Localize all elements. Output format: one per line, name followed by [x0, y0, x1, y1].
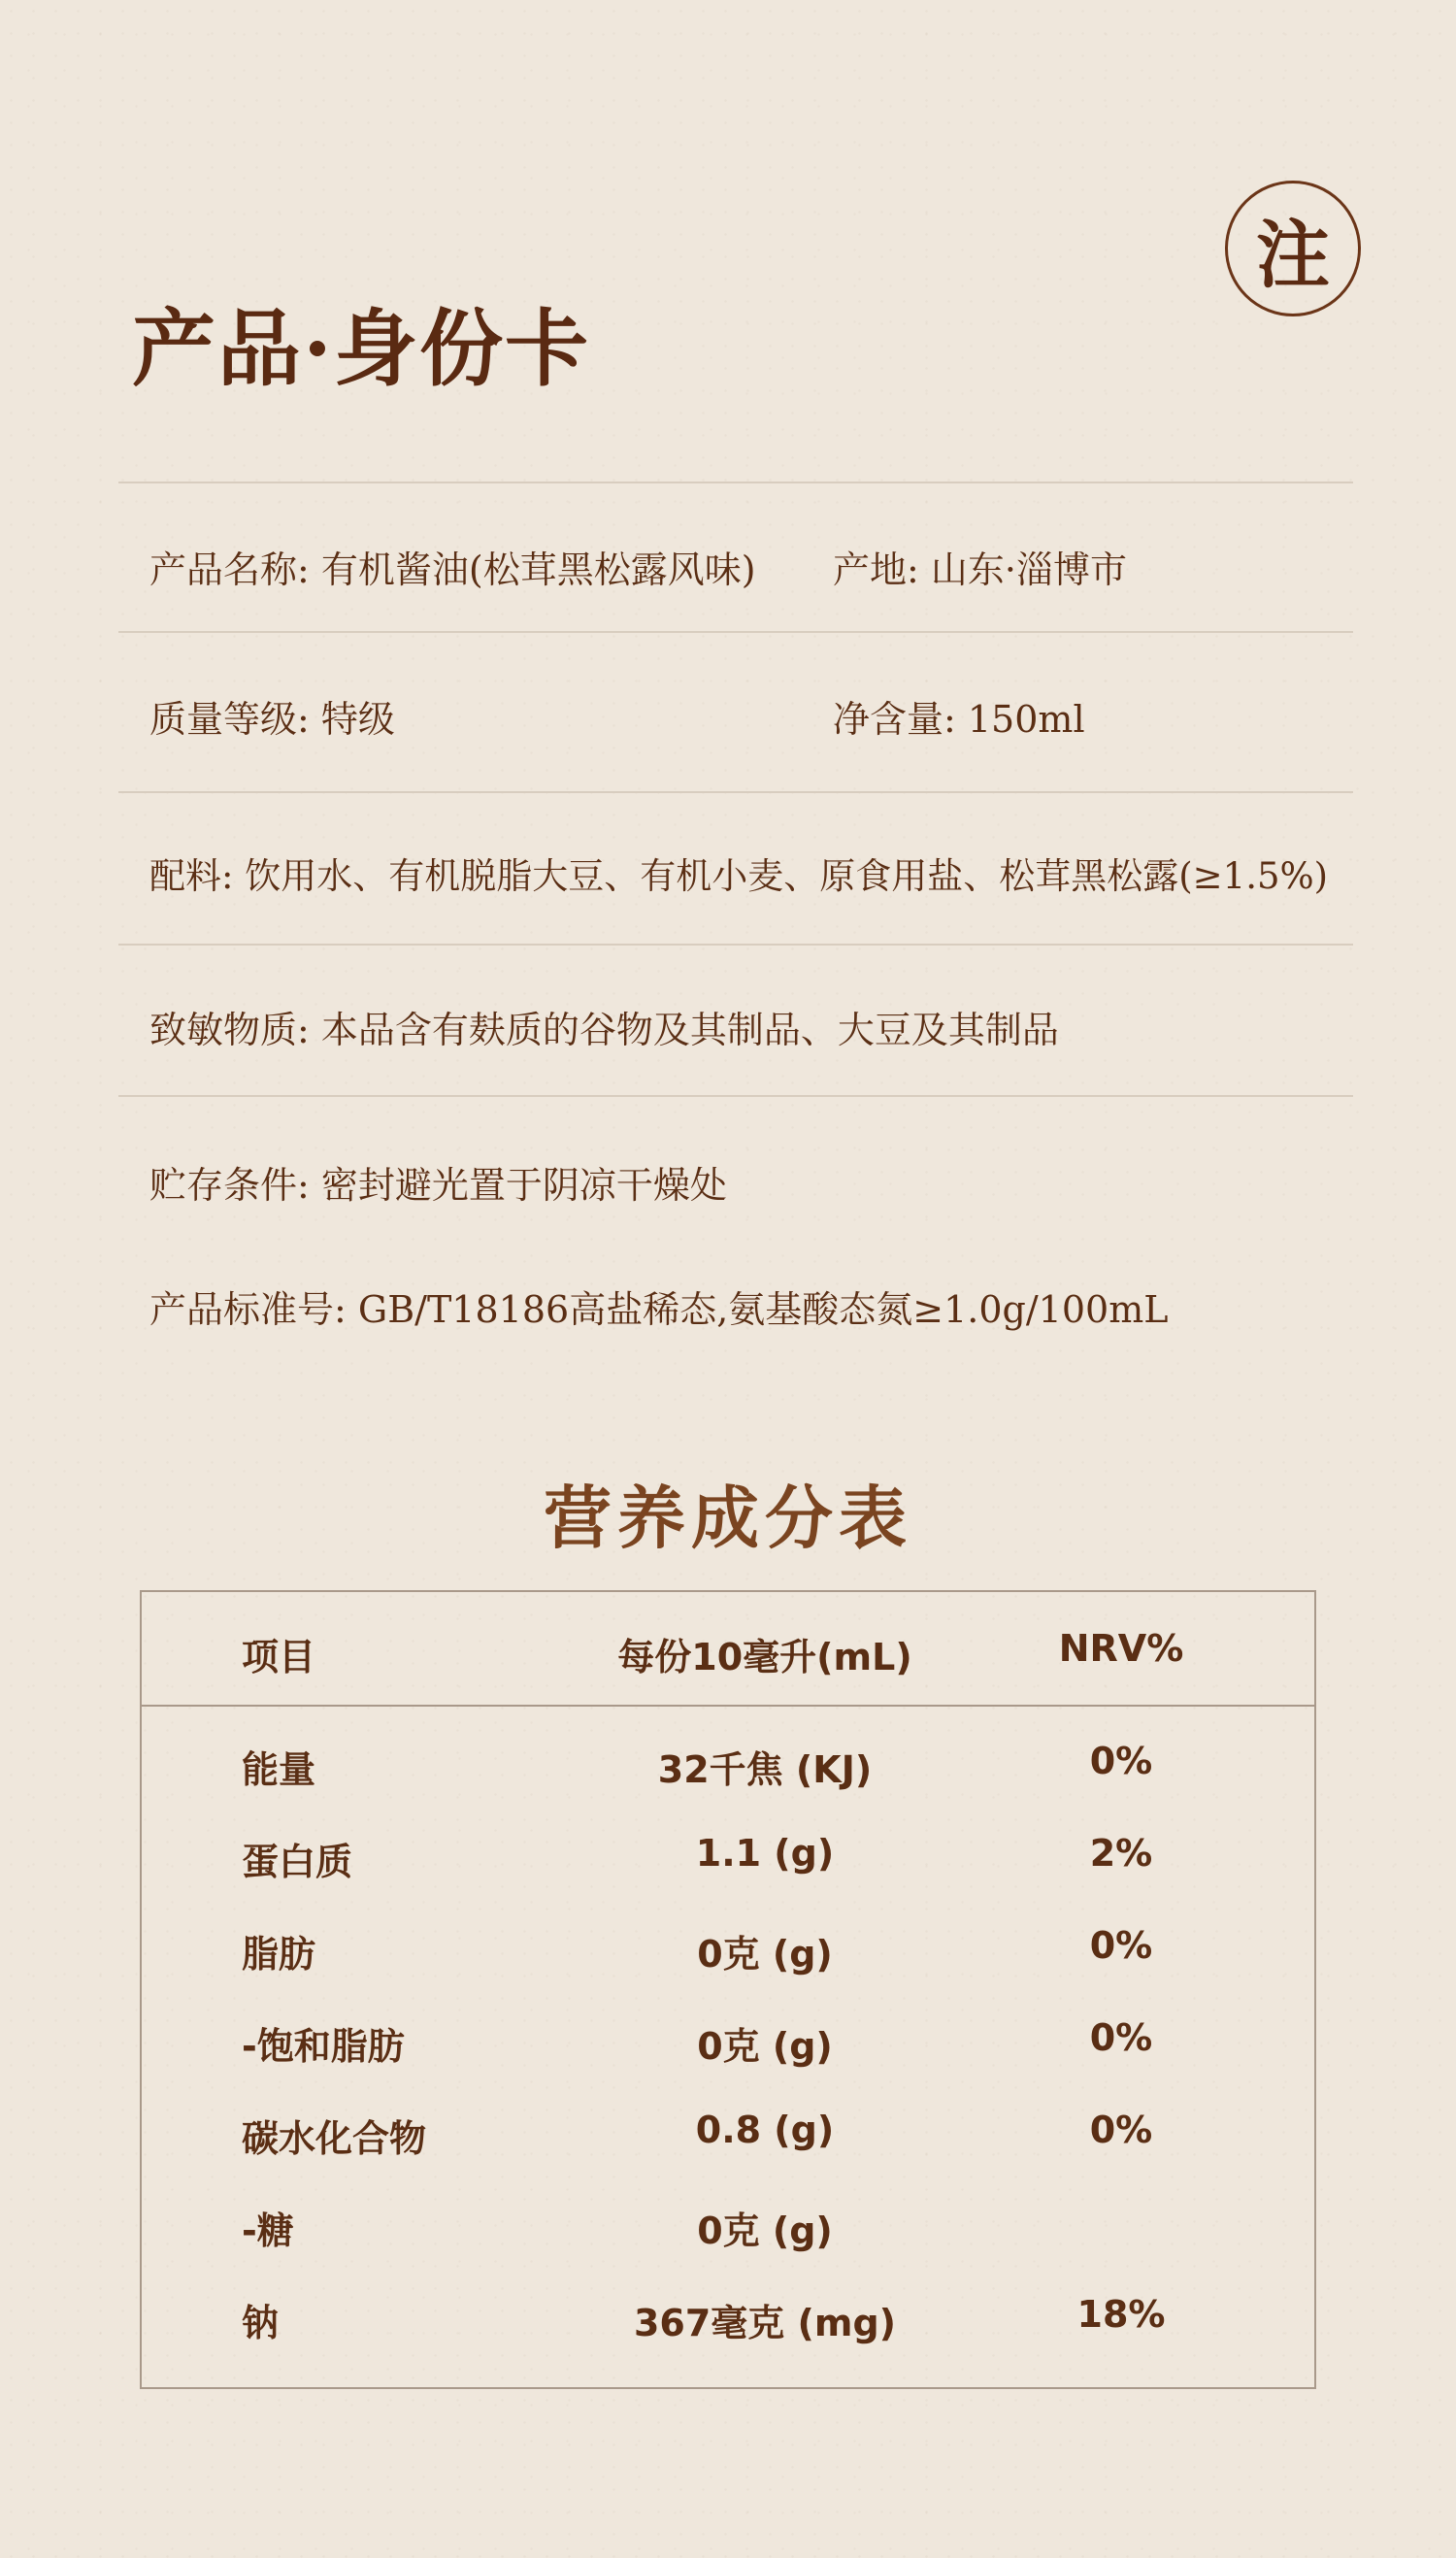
seal-stamp: 注: [1225, 181, 1361, 316]
product-name: 产品名称: 有机酱油(松茸黑松露风味): [149, 548, 756, 591]
row-item: 脂肪: [242, 1933, 316, 1976]
quality-grade: 质量等级: 特级: [149, 698, 395, 741]
divider: [118, 482, 1353, 483]
row-item: 蛋白质: [242, 1841, 353, 1883]
row-per-serving: 0克 (g): [697, 2025, 833, 2068]
row-item: 钠: [242, 2302, 280, 2344]
table-row: [142, 1740, 1314, 1798]
row-nrv: 18%: [1076, 2293, 1166, 2336]
row-item: -饱和脂肪: [242, 2025, 405, 2068]
table-row: [142, 2109, 1314, 2167]
header-per-serving: 每份10毫升(mL): [617, 1636, 912, 1678]
divider: [118, 791, 1353, 793]
row-per-serving: 1.1 (g): [695, 1832, 835, 1875]
page-title: 产品·身份卡: [132, 300, 590, 398]
nutrition-table: [140, 1590, 1316, 2389]
row-item: 能量: [242, 1748, 316, 1791]
table-row: [142, 1924, 1314, 1982]
row-nrv: 0%: [1089, 2016, 1153, 2059]
row-per-serving: 0克 (g): [697, 2209, 833, 2252]
row-per-serving: 0克 (g): [697, 1933, 833, 1976]
row-item: -糖: [242, 2209, 294, 2252]
product-standard: 产品标准号: GB/T18186高盐稀态,氨基酸态氮≥1.0g/100mL: [149, 1288, 1169, 1331]
ingredients: 配料: 饮用水、有机脱脂大豆、有机小麦、原食用盐、松茸黑松露(≥1.5%): [149, 855, 1329, 897]
row-nrv: 0%: [1089, 2109, 1153, 2151]
table-row: [142, 2293, 1314, 2351]
table-header: [142, 1592, 1314, 1707]
net-content: 净含量: 150ml: [833, 698, 1085, 741]
header-nrv: NRV%: [1058, 1627, 1184, 1670]
row-nrv: 0%: [1089, 1924, 1153, 1967]
divider: [118, 631, 1353, 633]
header-item: 项目: [242, 1636, 316, 1678]
row-per-serving: 367毫克 (mg): [633, 2302, 897, 2344]
divider: [118, 944, 1353, 946]
table-row: [142, 2016, 1314, 2075]
origin: 产地: 山东·淄博市: [833, 548, 1127, 591]
allergens: 致敏物质: 本品含有麸质的谷物及其制品、大豆及其制品: [149, 1009, 1059, 1051]
row-per-serving: 0.8 (g): [695, 2109, 835, 2151]
row-per-serving: 32千焦 (KJ): [657, 1748, 873, 1791]
table-row: [142, 1832, 1314, 1890]
nutrition-title: 营养成分表: [544, 1478, 912, 1558]
row-nrv: 0%: [1089, 1740, 1153, 1782]
divider: [118, 1095, 1353, 1097]
storage-conditions: 贮存条件: 密封避光置于阴凉干燥处: [149, 1164, 727, 1207]
row-item: 碳水化合物: [242, 2117, 427, 2160]
row-nrv: 2%: [1089, 1832, 1153, 1875]
table-row: [142, 2201, 1314, 2259]
